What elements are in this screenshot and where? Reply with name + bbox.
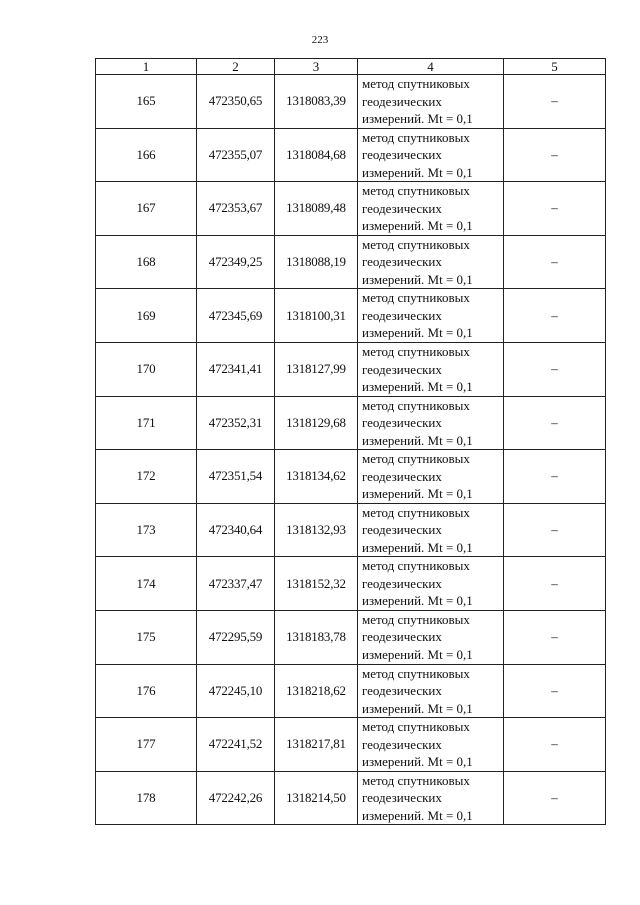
- y-coordinate-cell: 1318152,32: [275, 557, 358, 611]
- x-coordinate-cell: 472337,47: [197, 557, 275, 611]
- method-text-line: геодезических: [362, 575, 442, 591]
- x-coordinate-cell: 472352,31: [197, 396, 275, 450]
- y-coordinate-cell: 1318134,62: [275, 450, 358, 504]
- method-cell: [358, 289, 504, 343]
- y-coordinate-cell: 1318218,62: [275, 664, 358, 718]
- note-cell: –: [504, 718, 606, 772]
- method-text-line: метод спутниковых: [362, 665, 470, 681]
- note-cell: –: [504, 610, 606, 664]
- point-number-cell: 175: [96, 610, 197, 664]
- method-cell: [358, 235, 504, 289]
- table-row: [96, 182, 606, 236]
- note-cell: –: [504, 664, 606, 718]
- point-number-cell: 174: [96, 557, 197, 611]
- header-col-3: 3: [275, 59, 358, 75]
- table-row: [96, 557, 606, 611]
- method-cell: [358, 610, 504, 664]
- method-text-line: измерений. Mt = 0,1: [362, 646, 473, 662]
- x-coordinate-cell: 472340,64: [197, 503, 275, 557]
- method-cell: [358, 342, 504, 396]
- x-coordinate-cell: 472353,67: [197, 182, 275, 236]
- method-text-line: измерений. Mt = 0,1: [362, 164, 473, 180]
- y-coordinate-cell: 1318183,78: [275, 610, 358, 664]
- method-text-line: измерений. Mt = 0,1: [362, 754, 473, 770]
- method-text-line: измерений. Mt = 0,1: [362, 593, 473, 609]
- method-text-line: геодезических: [362, 522, 442, 538]
- header-col-1: 1: [96, 59, 197, 75]
- x-coordinate-cell: 472350,65: [197, 75, 275, 129]
- table-row: [96, 610, 606, 664]
- method-text-line: метод спутниковых: [362, 183, 470, 199]
- method-text-line: измерений. Mt = 0,1: [362, 700, 473, 716]
- point-number-cell: 172: [96, 450, 197, 504]
- y-coordinate-cell: 1318129,68: [275, 396, 358, 450]
- method-cell: [358, 664, 504, 718]
- table-row: [96, 771, 606, 825]
- x-coordinate-cell: 472355,07: [197, 128, 275, 182]
- table-row: [96, 718, 606, 772]
- coordinates-table: [95, 58, 606, 825]
- method-cell: [358, 450, 504, 504]
- x-coordinate-cell: 472241,52: [197, 718, 275, 772]
- y-coordinate-cell: 1318083,39: [275, 75, 358, 129]
- method-text-line: метод спутниковых: [362, 772, 470, 788]
- method-text-line: измерений. Mt = 0,1: [362, 539, 473, 555]
- method-text-line: метод спутниковых: [362, 558, 470, 574]
- method-text-line: метод спутниковых: [362, 397, 470, 413]
- method-text-line: метод спутниковых: [362, 344, 470, 360]
- point-number-cell: 169: [96, 289, 197, 343]
- table-row: [96, 503, 606, 557]
- table-row: [96, 342, 606, 396]
- note-cell: –: [504, 342, 606, 396]
- page-number: 223: [311, 34, 329, 46]
- table-row: [96, 75, 606, 129]
- x-coordinate-cell: 472245,10: [197, 664, 275, 718]
- header-col-4: 4: [358, 59, 504, 75]
- method-text-line: геодезических: [362, 468, 442, 484]
- note-cell: –: [504, 128, 606, 182]
- y-coordinate-cell: 1318132,93: [275, 503, 358, 557]
- point-number-cell: 177: [96, 718, 197, 772]
- point-number-cell: 176: [96, 664, 197, 718]
- point-number-cell: 171: [96, 396, 197, 450]
- note-cell: –: [504, 289, 606, 343]
- method-text-line: геодезических: [362, 790, 442, 806]
- point-number-cell: 166: [96, 128, 197, 182]
- method-text-line: измерений. Mt = 0,1: [362, 379, 473, 395]
- method-text-line: метод спутниковых: [362, 129, 470, 145]
- method-cell: [358, 557, 504, 611]
- method-cell: [358, 75, 504, 129]
- note-cell: –: [504, 182, 606, 236]
- method-cell: [358, 396, 504, 450]
- note-cell: –: [504, 235, 606, 289]
- table-row: [96, 664, 606, 718]
- x-coordinate-cell: 472351,54: [197, 450, 275, 504]
- y-coordinate-cell: 1318127,99: [275, 342, 358, 396]
- method-text-line: геодезических: [362, 736, 442, 752]
- method-text-line: измерений. Mt = 0,1: [362, 325, 473, 341]
- method-text-line: геодезических: [362, 307, 442, 323]
- point-number-cell: 168: [96, 235, 197, 289]
- table-header-row: [96, 59, 606, 75]
- method-cell: [358, 718, 504, 772]
- method-cell: [358, 771, 504, 825]
- point-number-cell: 178: [96, 771, 197, 825]
- point-number-cell: 165: [96, 75, 197, 129]
- method-text-line: измерений. Mt = 0,1: [362, 807, 473, 823]
- method-text-line: геодезических: [362, 629, 442, 645]
- note-cell: –: [504, 503, 606, 557]
- table-row: [96, 289, 606, 343]
- method-text-line: метод спутниковых: [362, 504, 470, 520]
- method-cell: [358, 182, 504, 236]
- header-col-2: 2: [197, 59, 275, 75]
- point-number-cell: 170: [96, 342, 197, 396]
- method-text-line: измерений. Mt = 0,1: [362, 432, 473, 448]
- x-coordinate-cell: 472242,26: [197, 771, 275, 825]
- y-coordinate-cell: 1318100,31: [275, 289, 358, 343]
- method-text-line: геодезических: [362, 147, 442, 163]
- point-number-cell: 167: [96, 182, 197, 236]
- x-coordinate-cell: 472295,59: [197, 610, 275, 664]
- note-cell: –: [504, 396, 606, 450]
- note-cell: –: [504, 450, 606, 504]
- method-text-line: метод спутниковых: [362, 76, 470, 92]
- note-cell: –: [504, 557, 606, 611]
- y-coordinate-cell: 1318089,48: [275, 182, 358, 236]
- table-row: [96, 128, 606, 182]
- method-text-line: геодезических: [362, 683, 442, 699]
- method-text-line: геодезических: [362, 254, 442, 270]
- point-number-cell: 173: [96, 503, 197, 557]
- y-coordinate-cell: 1318084,68: [275, 128, 358, 182]
- y-coordinate-cell: 1318217,81: [275, 718, 358, 772]
- method-text-line: геодезических: [362, 93, 442, 109]
- method-text-line: измерений. Mt = 0,1: [362, 486, 473, 502]
- method-text-line: измерений. Mt = 0,1: [362, 271, 473, 287]
- y-coordinate-cell: 1318088,19: [275, 235, 358, 289]
- x-coordinate-cell: 472349,25: [197, 235, 275, 289]
- method-text-line: геодезических: [362, 200, 442, 216]
- method-text-line: измерений. Mt = 0,1: [362, 111, 473, 127]
- method-text-line: геодезических: [362, 361, 442, 377]
- method-text-line: метод спутниковых: [362, 611, 470, 627]
- method-text-line: измерений. Mt = 0,1: [362, 218, 473, 234]
- note-cell: –: [504, 75, 606, 129]
- method-cell: [358, 503, 504, 557]
- method-text-line: метод спутниковых: [362, 290, 470, 306]
- x-coordinate-cell: 472345,69: [197, 289, 275, 343]
- x-coordinate-cell: 472341,41: [197, 342, 275, 396]
- table-row: [96, 396, 606, 450]
- method-text-line: метод спутниковых: [362, 451, 470, 467]
- method-text-line: метод спутниковых: [362, 236, 470, 252]
- table-body: [96, 75, 606, 825]
- method-text-line: геодезических: [362, 415, 442, 431]
- method-cell: [358, 128, 504, 182]
- y-coordinate-cell: 1318214,50: [275, 771, 358, 825]
- table-row: [96, 450, 606, 504]
- header-col-5: 5: [504, 59, 606, 75]
- table-row: [96, 235, 606, 289]
- method-text-line: метод спутниковых: [362, 719, 470, 735]
- note-cell: –: [504, 771, 606, 825]
